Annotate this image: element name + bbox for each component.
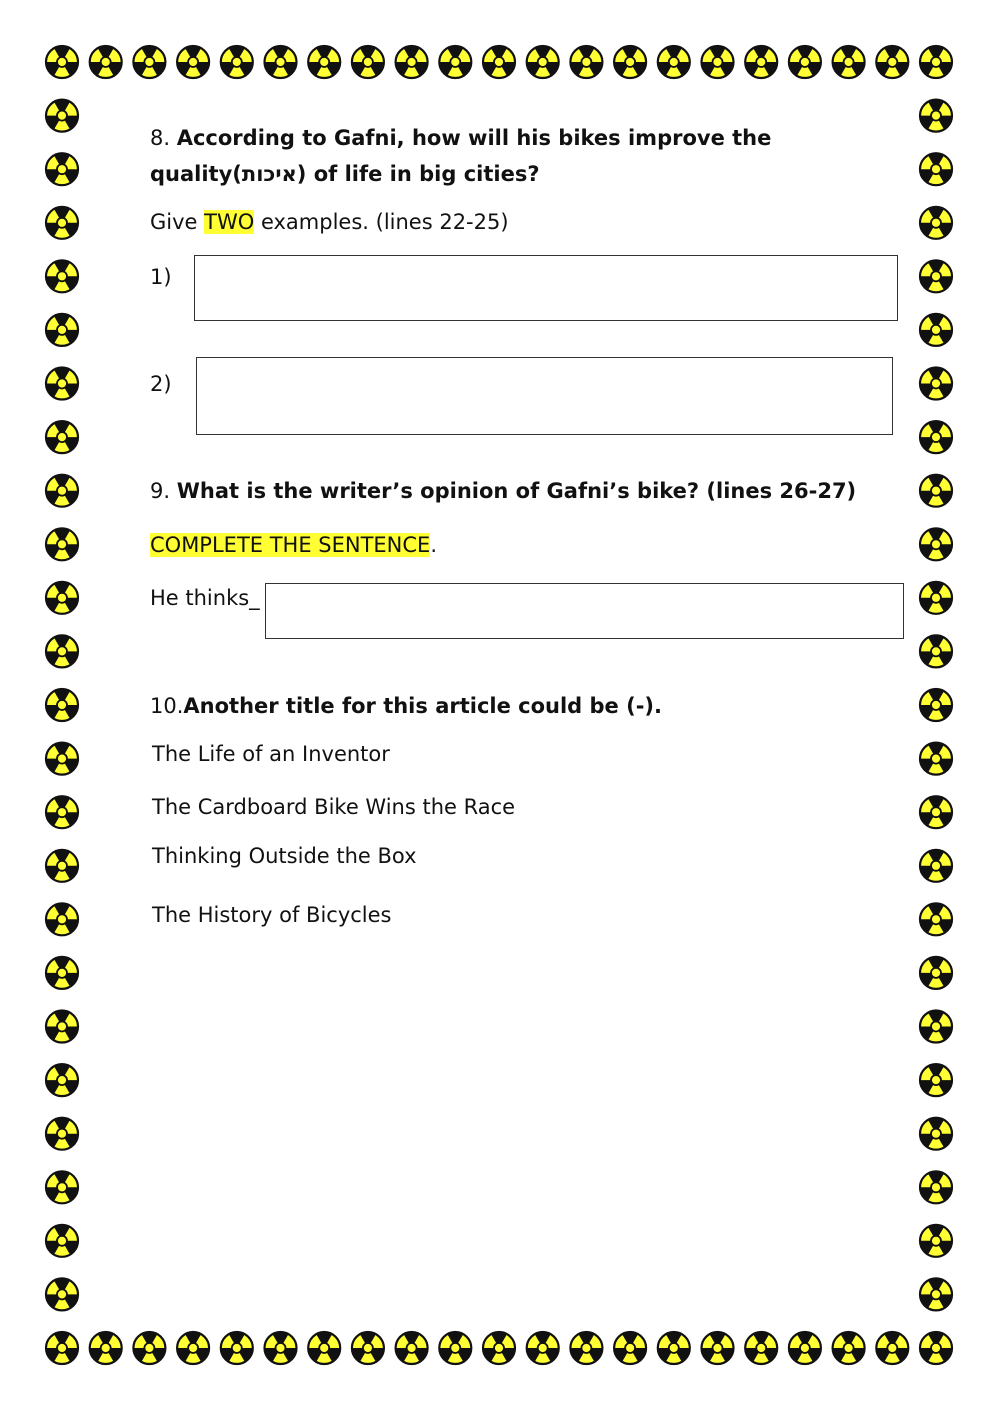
radiation-symbol-icon: [133, 1332, 165, 1364]
radiation-symbol-icon: [876, 1332, 908, 1364]
q8-highlight-two: TWO: [204, 210, 255, 234]
radiation-symbol-icon: [702, 1332, 734, 1364]
q9-instruction-line: [150, 527, 437, 563]
q8-examples-text: examples. (lines 22-25): [254, 210, 509, 234]
q8-question-line1: According to Gafni, how will his bikes improve the: [176, 126, 772, 150]
radiation-symbol-icon: [46, 957, 78, 989]
radiation-symbol-icon: [920, 46, 952, 78]
radiation-symbol-icon: [46, 850, 78, 882]
radiation-symbol-icon: [90, 1332, 122, 1364]
radiation-symbol-icon: [702, 46, 734, 78]
radiation-symbol-icon: [352, 46, 384, 78]
q8-give-text: Give: [150, 210, 205, 234]
radiation-symbol-icon: [439, 46, 471, 78]
radiation-symbol-icon: [46, 1278, 78, 1310]
radiation-symbol-icon: [265, 1332, 297, 1364]
radiation-symbol-icon: [527, 1332, 559, 1364]
radiation-symbol-icon: [920, 528, 952, 560]
q8-instruction: [150, 204, 509, 240]
radiation-symbol-icon: [920, 260, 952, 292]
q9-question: What is the writer’s opinion of Gafni’s bike? (lines 26-27): [176, 479, 857, 503]
radiation-symbol-icon: [46, 903, 78, 935]
radiation-symbol-icon: [920, 635, 952, 667]
radiation-symbol-icon: [308, 46, 340, 78]
radiation-symbol-icon: [46, 1332, 78, 1364]
radiation-symbol-icon: [920, 1171, 952, 1203]
radiation-symbol-icon: [789, 46, 821, 78]
q8-answer1-box[interactable]: [194, 255, 898, 321]
radiation-symbol-icon: [46, 207, 78, 239]
radiation-symbol-icon: [833, 46, 865, 78]
radiation-symbol-icon: [90, 46, 122, 78]
radiation-symbol-icon: [46, 260, 78, 292]
radiation-symbol-icon: [614, 1332, 646, 1364]
radiation-symbol-icon: [920, 957, 952, 989]
radiation-symbol-icon: [46, 582, 78, 614]
radiation-symbol-icon: [46, 1010, 78, 1042]
radiation-symbol-icon: [46, 1225, 78, 1257]
radiation-symbol-icon: [46, 743, 78, 775]
radiation-symbol-icon: [920, 153, 952, 185]
radiation-symbol-icon: [920, 903, 952, 935]
radiation-symbol-icon: [658, 1332, 690, 1364]
q8-number: 8.: [150, 126, 171, 150]
q10-option-3[interactable]: Thinking Outside the Box: [152, 844, 417, 868]
radiation-symbol-icon: [265, 46, 297, 78]
radiation-symbol-icon: [920, 314, 952, 346]
radiation-symbol-icon: [46, 46, 78, 78]
q8-answer2-label: 2): [150, 372, 172, 396]
radiation-symbol-icon: [221, 1332, 253, 1364]
q8-question-line2-end: ) of life in big cities?: [296, 162, 540, 186]
radiation-symbol-icon: [789, 1332, 821, 1364]
radiation-symbol-icon: [920, 367, 952, 399]
radiation-symbol-icon: [833, 1332, 865, 1364]
radiation-symbol-icon: [308, 1332, 340, 1364]
radiation-symbol-icon: [920, 1064, 952, 1096]
radiation-symbol-icon: [920, 796, 952, 828]
radiation-symbol-icon: [920, 850, 952, 882]
q9-instruction-highlight: COMPLETE THE SENTENCE: [150, 533, 431, 557]
q8-line1: [150, 120, 771, 156]
radiation-symbol-icon: [46, 475, 78, 507]
radiation-symbol-icon: [920, 1010, 952, 1042]
radiation-symbol-icon: [658, 46, 690, 78]
radiation-symbol-icon: [876, 46, 908, 78]
radiation-symbol-icon: [920, 1278, 952, 1310]
radiation-symbol-icon: [920, 100, 952, 132]
q9-line: [150, 473, 856, 509]
radiation-symbol-icon: [46, 367, 78, 399]
q10-line: [150, 688, 662, 724]
radiation-symbol-icon: [46, 1118, 78, 1150]
radiation-symbol-icon: [920, 743, 952, 775]
radiation-symbol-icon: [352, 1332, 384, 1364]
q8-line2: [150, 156, 540, 192]
radiation-symbol-icon: [920, 582, 952, 614]
radiation-symbol-icon: [570, 46, 602, 78]
q8-answer1-label: 1): [150, 265, 172, 289]
radiation-symbol-icon: [46, 314, 78, 346]
q10-option-1[interactable]: The Life of an Inventor: [152, 742, 390, 766]
q9-instruction-period: .: [430, 533, 438, 557]
radiation-symbol-icon: [46, 153, 78, 185]
radiation-symbol-icon: [46, 796, 78, 828]
radiation-symbol-icon: [920, 1118, 952, 1150]
radiation-symbol-icon: [221, 46, 253, 78]
q10-option-2[interactable]: The Cardboard Bike Wins the Race: [152, 795, 516, 819]
radiation-symbol-icon: [920, 689, 952, 721]
radiation-symbol-icon: [177, 1332, 209, 1364]
radiation-symbol-icon: [920, 1332, 952, 1364]
q9-number: 9.: [150, 479, 171, 503]
radiation-symbol-icon: [920, 475, 952, 507]
radiation-symbol-icon: [483, 46, 515, 78]
radiation-symbol-icon: [46, 1064, 78, 1096]
radiation-symbol-icon: [745, 46, 777, 78]
q10-option-4[interactable]: The History of Bicycles: [152, 903, 392, 927]
radiation-symbol-icon: [396, 1332, 428, 1364]
q10-question: Another title for this article could be (-).: [183, 694, 662, 718]
radiation-symbol-icon: [133, 46, 165, 78]
radiation-symbol-icon: [920, 421, 952, 453]
radiation-symbol-icon: [46, 635, 78, 667]
radiation-symbol-icon: [396, 46, 428, 78]
radiation-symbol-icon: [745, 1332, 777, 1364]
radiation-symbol-icon: [570, 1332, 602, 1364]
radiation-symbol-icon: [46, 421, 78, 453]
q8-hebrew-word: איכות: [241, 162, 297, 186]
q8-question-line2-start: quality(: [150, 162, 242, 186]
radiation-symbol-icon: [46, 1171, 78, 1203]
radiation-symbol-icon: [46, 689, 78, 721]
radiation-symbol-icon: [46, 100, 78, 132]
q10-number: 10.: [150, 694, 184, 718]
q9-answer-box[interactable]: [265, 583, 904, 639]
q9-prompt: He thinks_: [150, 586, 260, 610]
radiation-symbol-icon: [177, 46, 209, 78]
radiation-symbol-icon: [527, 46, 559, 78]
radiation-symbol-icon: [920, 1225, 952, 1257]
q8-answer2-box[interactable]: [196, 357, 893, 435]
radiation-symbol-icon: [46, 528, 78, 560]
radiation-symbol-icon: [483, 1332, 515, 1364]
radiation-symbol-icon: [439, 1332, 471, 1364]
radiation-symbol-icon: [614, 46, 646, 78]
radiation-symbol-icon: [920, 207, 952, 239]
